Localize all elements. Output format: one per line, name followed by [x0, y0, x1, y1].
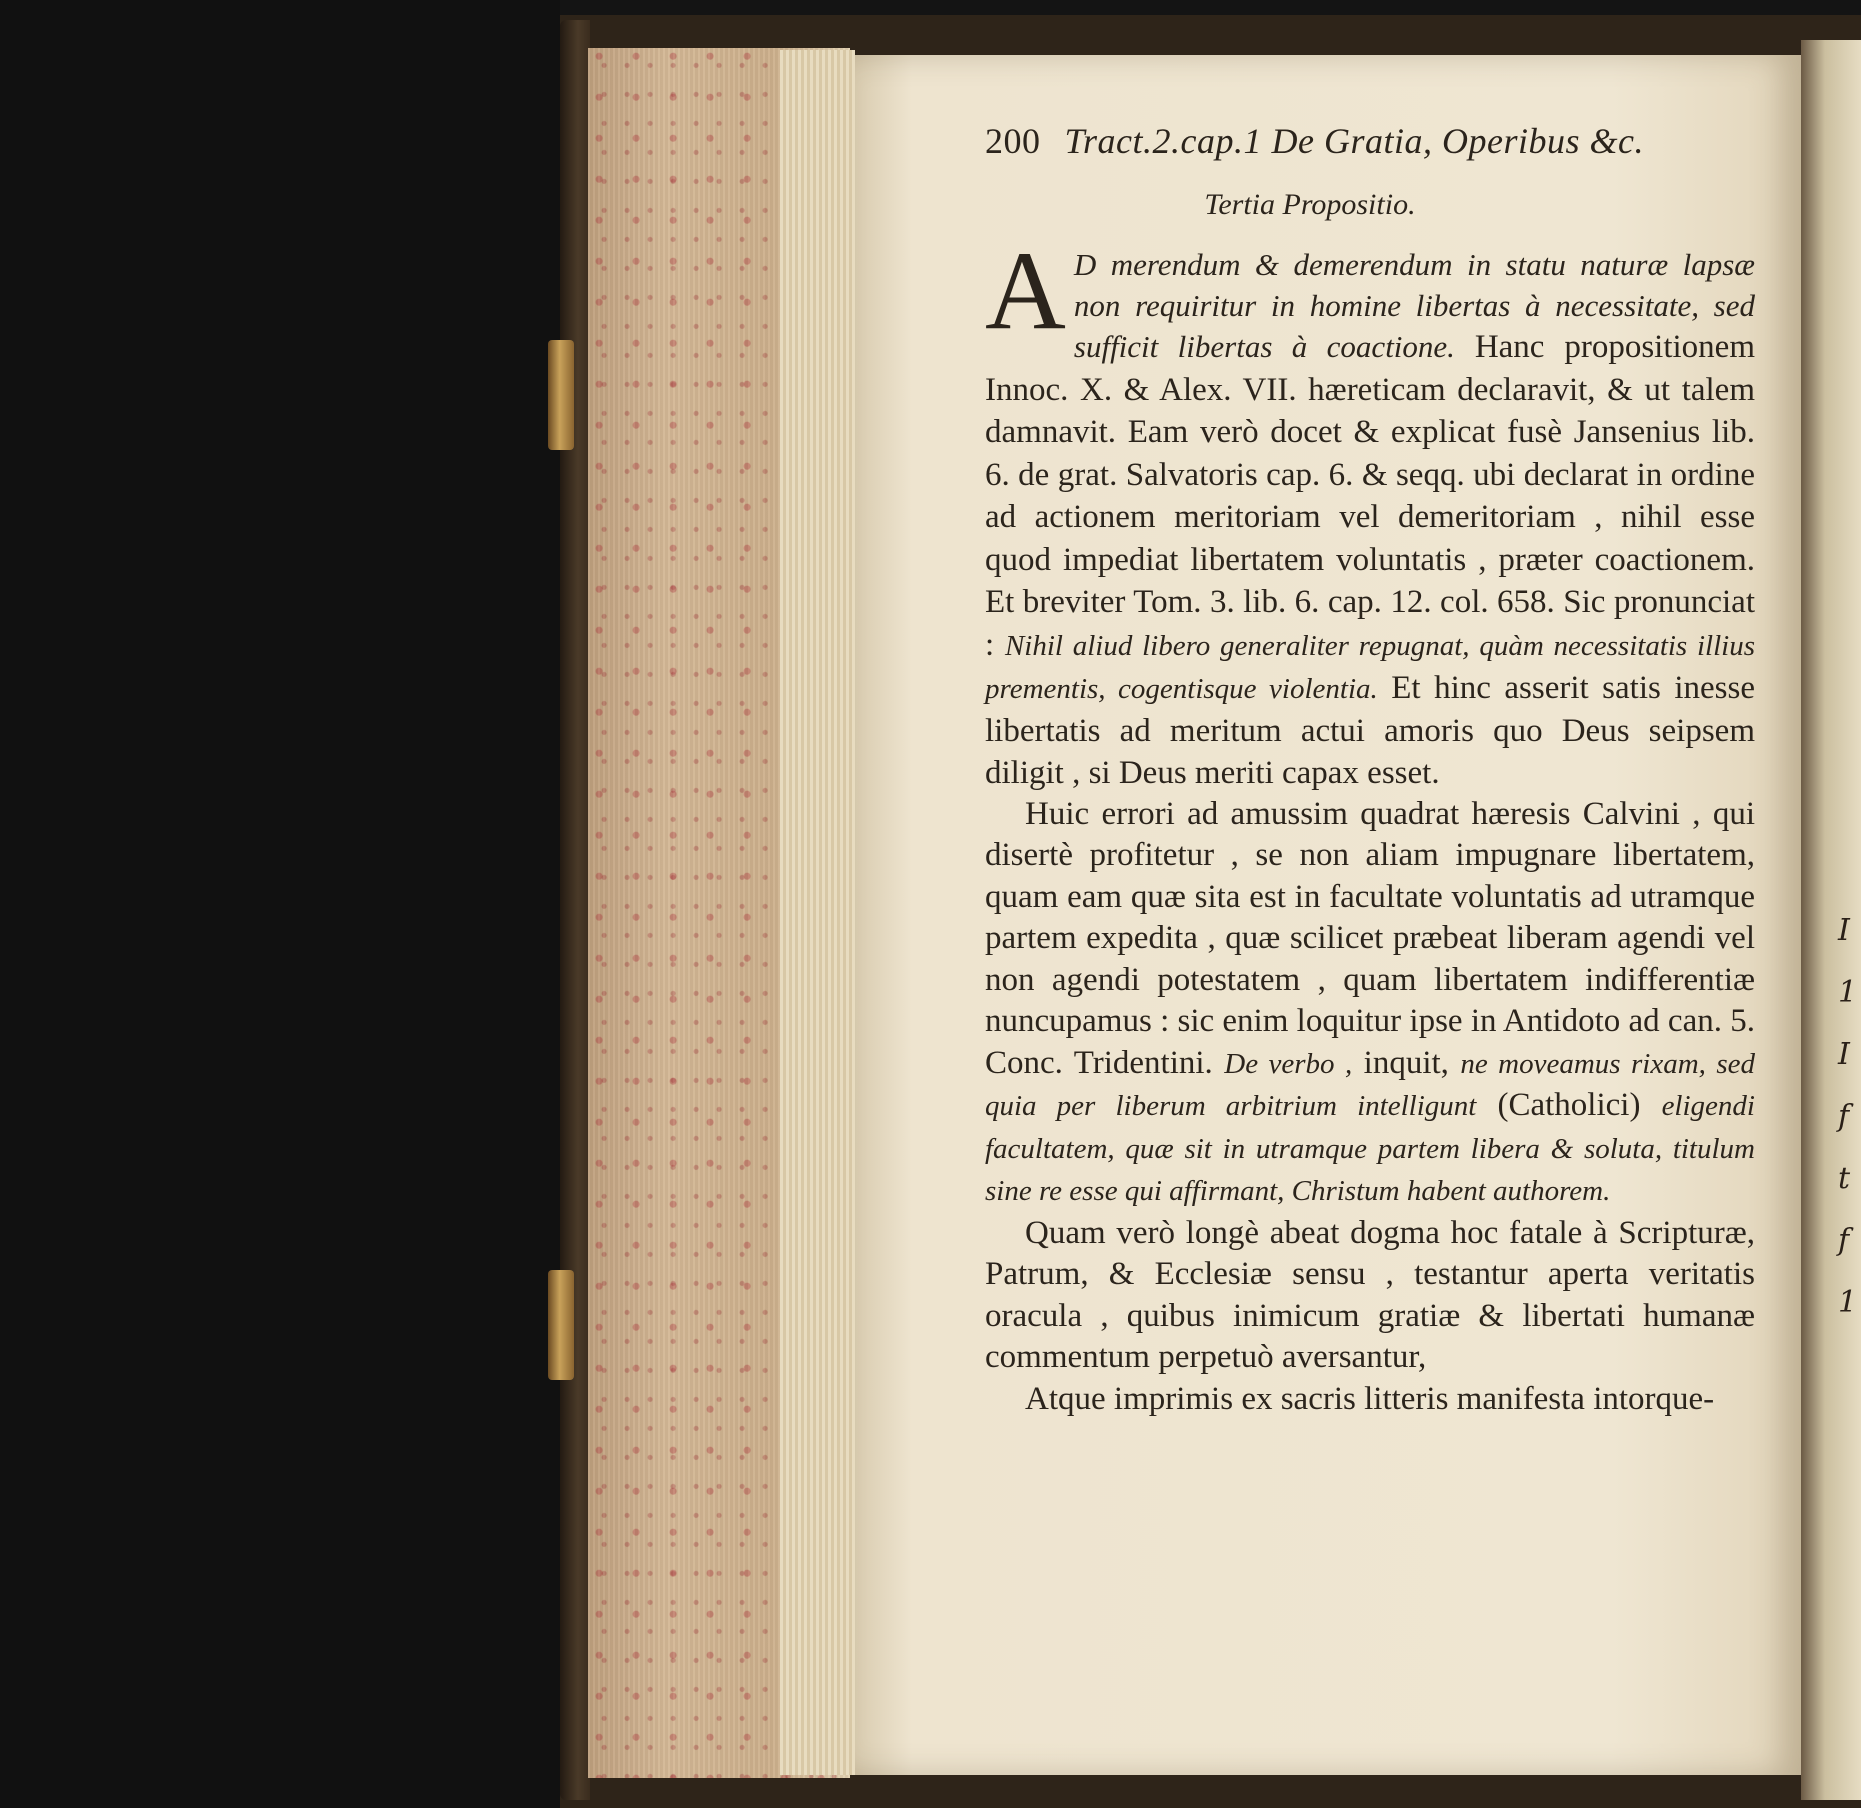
paragraph-2-paren: (Catholici) [1476, 1087, 1662, 1123]
paragraph-2 [985, 794, 1755, 1213]
running-title: Tract.2.cap.1 De Gratia, Operibus &c. [1064, 121, 1644, 161]
paragraph-3: Quam verò longè abeat dogma hoc fatale à Scripturæ, Patrum, & Ecclesiæ sensu , testantur aperta veritatis oracula , quibus inimicum gratiæ & libertati humanæ commentum perpetuò aversantur, [985, 1214, 1755, 1375]
fragment: 1 [1838, 1285, 1858, 1320]
fragment: t [1838, 1161, 1851, 1196]
proposition-statement [985, 229, 1755, 794]
paragraph-2-text: Huic errori ad amussim quadrat hæresis Calvini , qui disertè profitetur , se non aliam impugnare libertatem, quam eam quæ sita est in facultate voluntatis ad utramque partem expedita , quæ scilicet præbeat liberam agendi vel non agendi potestatem , quam libertatem indifferentiæ nuncupamus : sic enim loquitur ipse in Antidoto ad can. 5. Conc. Tridentini. [985, 795, 1755, 1081]
paragraph-2-quote-3: eligendi facultatem, quæ sit in utramque partem libera & soluta, titulum sine re esse qui affirmant, Christum habent authorem. [985, 1090, 1755, 1207]
paragraph-1-quote: Nihil aliud libero generaliter repugnat, quàm necessitatis illius prementis, cogentisque violentia. [985, 629, 1755, 705]
fragment: f [1838, 1223, 1850, 1258]
paragraph-1-end: Et hinc asserit satis inesse libertatis ad meritum actui amoris quo Deus seipsem diligit , si Deus meriti capax esset. [985, 669, 1755, 791]
fragment: 1 [1838, 975, 1858, 1010]
drop-cap: A [985, 229, 1066, 353]
dark-background [0, 0, 560, 1808]
fragment: f [1838, 1099, 1850, 1134]
page-number: 200 [985, 121, 1041, 161]
fragment: I [1838, 1037, 1850, 1072]
page-stack-edge [780, 50, 855, 1775]
proposition-italic-text: D merendum & demerendum in statu naturæ lapsæ non requiritur in homine libertas à necessitate, sed sufficit libertas à coactione. [1073, 247, 1755, 364]
paragraph-1-start: Hanc propositionem Innoc. X. & Alex. VII. hæreticam declaravit, & ut talem damnavit. Eam verò docet & explicat fusè Jansenius lib. 6. de grat. Salvatoris cap. 6. & seqq. ubi declarat in ordine ad actionem meritoriam vel demeritoriam , nihil esse quod impediat libertatem voluntatis , præter coactionem. Et breviter Tom. 3. lib. 6. cap. 12. col. 658. Sic pronunciat : [985, 329, 1755, 663]
paragraph-4: Atque imprimis ex sacris litteris manifesta intorque- [1025, 1380, 1715, 1417]
running-head [985, 120, 1755, 162]
facing-page-fragments [1838, 900, 1861, 1334]
proposition-title: Tertia Propositio. [1204, 188, 1416, 221]
upper-clasp [548, 340, 574, 450]
book-cover-edge [560, 20, 590, 1800]
page-text [985, 120, 1755, 1420]
body-paragraphs [985, 794, 1755, 1421]
paragraph-2-quote-2: ne moveamus rixam, sed quia per liberum arbitrium intelligunt [985, 1047, 1755, 1122]
paragraph-2-quote-1: De verbo , [1224, 1047, 1353, 1080]
fragment: I [1838, 913, 1850, 948]
lower-clasp [548, 1270, 574, 1380]
paragraph-2-mid: inquit, [1352, 1044, 1461, 1081]
